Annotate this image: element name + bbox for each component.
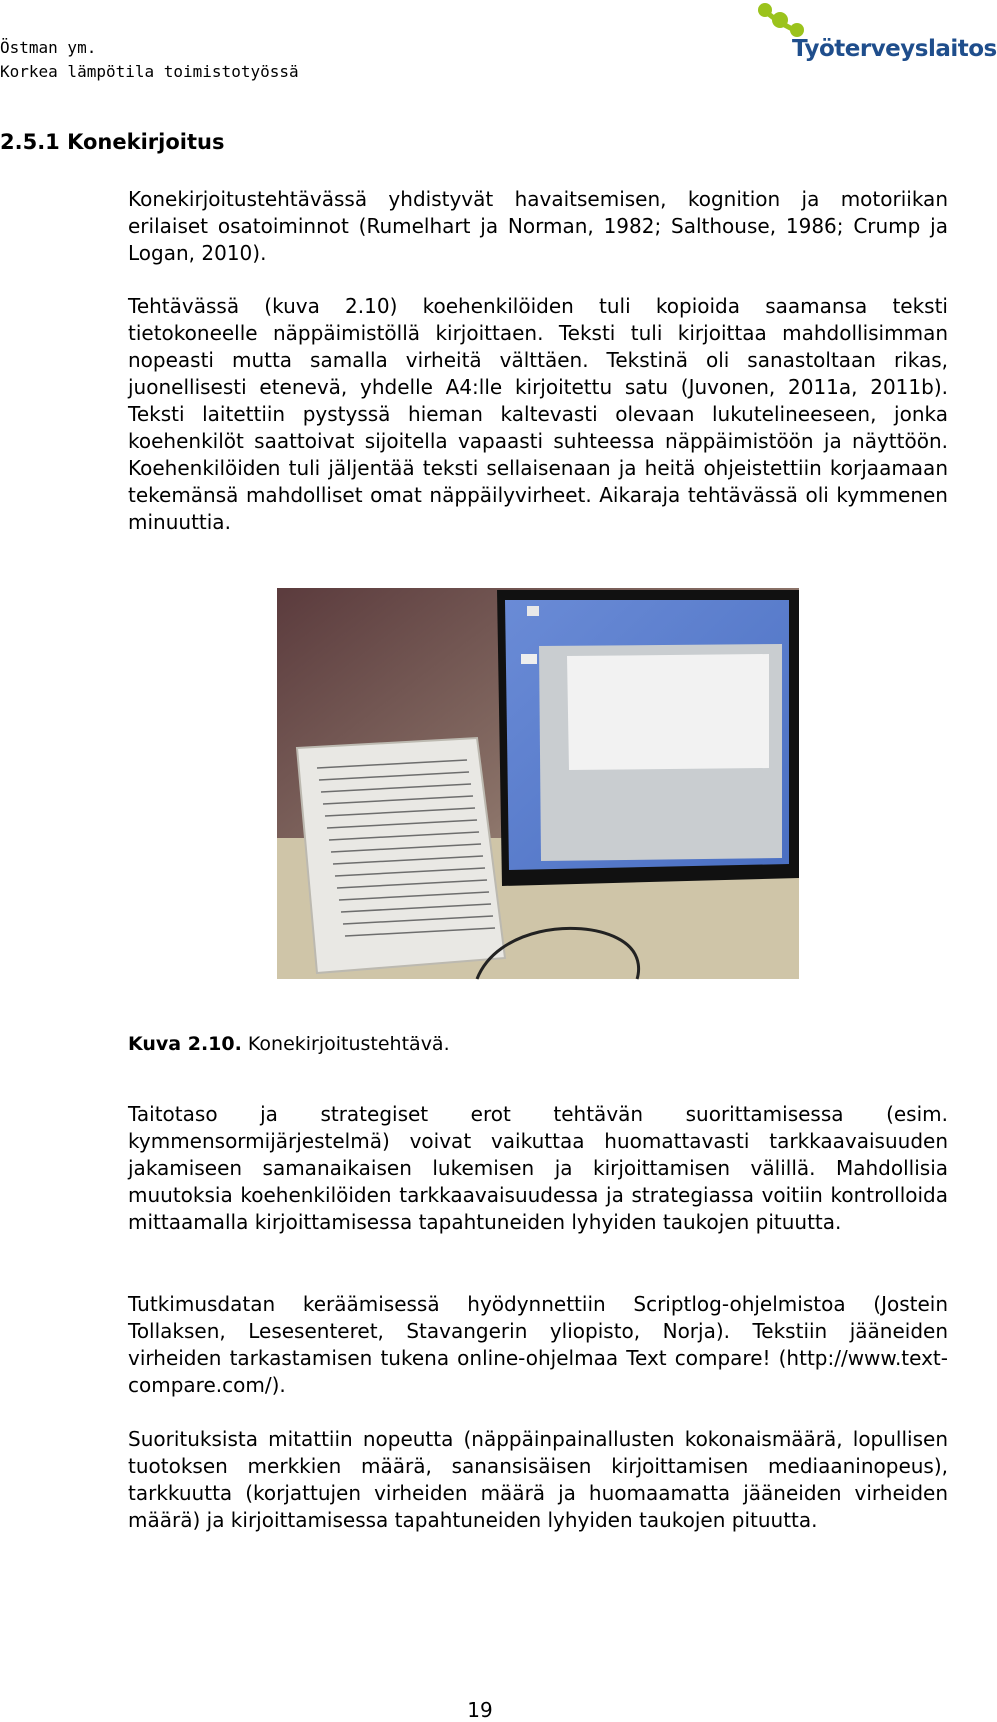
institution-logo xyxy=(752,0,997,72)
page-number: 19 xyxy=(467,1698,493,1722)
logo-mark-icon xyxy=(752,0,812,40)
header-title: Korkea lämpötila toimistotyössä xyxy=(0,62,299,81)
header-authors: Östman ym. xyxy=(0,38,97,57)
running-header xyxy=(0,36,299,84)
paragraph: Taitotaso ja strategiset erot tehtävän suorittamisessa (esim. kymmensormijärjestelmä) voivat vaikuttaa huomattavasti tarkkaavaisuuden jakamiseen samanaikaisen lukemisen ja kirjoittamisen välillä. Mahdollisia muutoksia koehenkilöiden tarkkaavaisuudessa ja strategiassa voitiin kontrolloida mittaamalla kirjoittamisessa tapahtuneiden lyhyiden taukojen pituutta. xyxy=(128,1102,948,1234)
paragraph: Tehtävässä (kuva 2.10) koehenkilöiden tuli kopioida saamansa teksti tietokoneelle näppäimistöllä kirjoittaen. Teksti tuli kirjoittaa mahdollisimman nopeasti mutta samalla virheitä välttäen. Tekstinä oli sanastoltaan rikas, juonellisesti etenevä, yhdelle A4:lle kirjoitettu satu (Juvonen, 2011a, 2011b). Teksti laitettiin pystyssä hieman kaltevasti olevaan lukutelineeseen, jonka koehenkilöt saattoivat sijoitella vapaasti suhteessa näppäimistöön ja näyttöön. Koehenkilöiden tuli jäljentää teksti sellaisenaan ja heitä ohjeistettiin korjaamaan tekemänsä mahdolliset omat näppäilyvirheet. Aikaraja tehtävässä oli kymmenen minuuttia. xyxy=(128,294,948,534)
paragraph: Tutkimusdatan keräämisessä hyödynnettiin Scriptlog-ohjelmistoa (Jostein Tollaksen, Lesesenteret, Stavangerin yliopisto, Norja). Tekstiin jääneiden virheiden tarkastamisen tukena online-ohjelmaa Text compare! (http://www.text-compare.com/). xyxy=(128,1292,948,1397)
caption-text: Konekirjoitustehtävä. xyxy=(241,1033,450,1055)
typing-setup-photo xyxy=(277,588,799,979)
figure-caption xyxy=(128,1033,450,1055)
section-title: 2.5.1 Konekirjoitus xyxy=(0,130,225,154)
logo-text: Työterveyslaitos xyxy=(792,36,997,62)
caption-label: Kuva 2.10. xyxy=(128,1033,242,1055)
paragraph: Suorituksista mitattiin nopeutta (näppäinpainallusten kokonaismäärä, lopullisen tuotoksen merkkien määrä, sanansisäisen kirjoittamisen mediaaninopeus), tarkkuutta (korjattujen virheiden määrä ja huomaamatta jääneiden virheiden määrä) ja kirjoittamisessa tapahtuneiden lyhyiden taukojen pituutta. xyxy=(128,1427,948,1532)
paragraph: Konekirjoitustehtävässä yhdistyvät havaitsemisen, kognition ja motoriikan erilaiset osatoiminnot (Rumelhart ja Norman, 1982; Salthouse, 1986; Crump ja Logan, 2010). xyxy=(128,187,948,265)
figure-photo xyxy=(277,588,799,979)
